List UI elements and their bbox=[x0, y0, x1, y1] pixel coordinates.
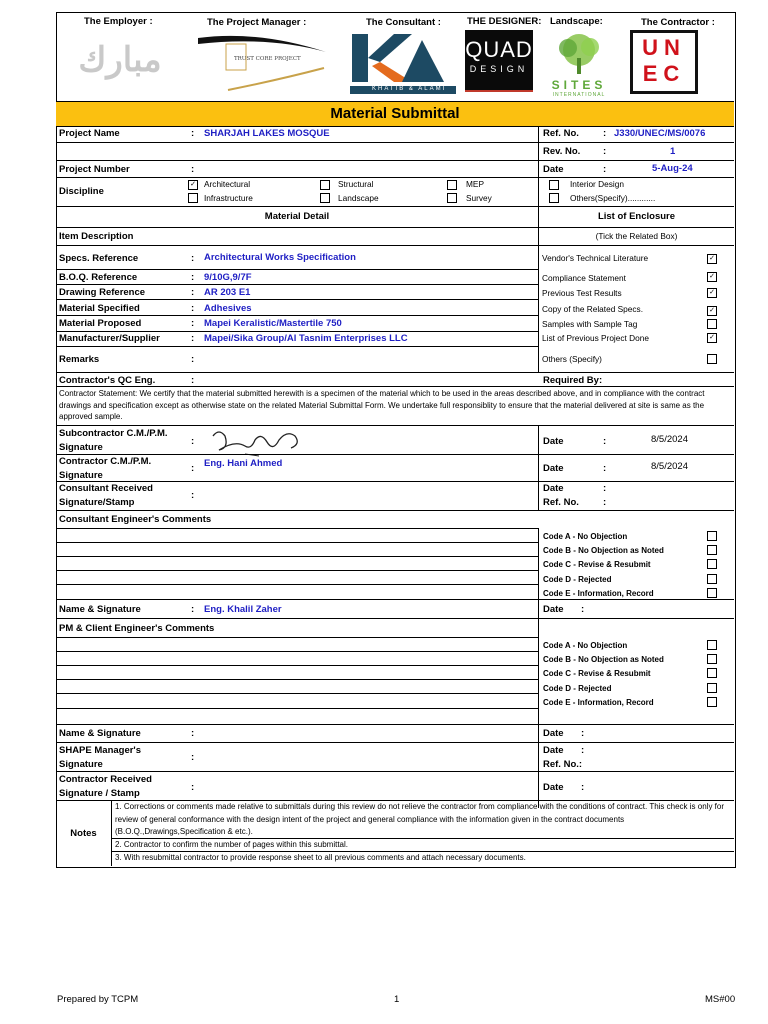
date-label: Date bbox=[543, 164, 564, 175]
colon: : bbox=[191, 490, 195, 501]
note-item: 1. Corrections or comments made relative to submittals during this review do not relieve the contractor from compliance with the conditions of contract. This check is only for review of general conformance with the design intent of the project and general compliance with the information given in the contract documents (B.O.Q.,Drawings,Specification & etc.). bbox=[115, 802, 725, 836]
colon: : bbox=[191, 354, 195, 365]
consultant-code-a: Code A - No Objection bbox=[543, 532, 628, 541]
colon: : bbox=[603, 146, 607, 157]
specified-value: Adhesives bbox=[204, 303, 252, 314]
designer-logo bbox=[465, 30, 533, 90]
footer-page-number: 1 bbox=[394, 994, 400, 1005]
contractor-label: The Contractor : bbox=[641, 17, 715, 28]
enclosure-item: List of Previous Project Done bbox=[542, 333, 649, 343]
colon: : bbox=[581, 728, 585, 739]
designer-logo-line1: QUAD bbox=[465, 37, 533, 62]
proposed-value: Mapei Keralistic/Mastertile 750 bbox=[204, 318, 342, 329]
footer-code: MS#00 bbox=[705, 994, 736, 1005]
con-date-label: Date bbox=[543, 463, 564, 474]
cons-ref-label: Ref. No. bbox=[543, 497, 579, 508]
consultant-code-checkbox[interactable] bbox=[707, 531, 717, 541]
enclosure-checkbox[interactable]: ✓ bbox=[707, 306, 717, 316]
contractor-logo-line1: UN bbox=[642, 35, 686, 60]
colon: : bbox=[603, 483, 607, 494]
colon: : bbox=[191, 164, 195, 175]
contractor-logo bbox=[630, 30, 698, 94]
sub-date-label: Date bbox=[543, 436, 564, 447]
note-item: 2. Contractor to confirm the number of pages within this submittal. bbox=[115, 840, 348, 849]
consultant-comments-heading: Consultant Engineer's Comments bbox=[59, 514, 212, 525]
ref-label: Ref. No. bbox=[543, 128, 579, 139]
colon: : bbox=[581, 604, 585, 615]
enclosure-checkbox[interactable]: ✓ bbox=[707, 254, 717, 264]
enclosure-item: Samples with Sample Tag bbox=[542, 319, 638, 329]
pm-code-checkbox[interactable] bbox=[707, 668, 717, 678]
consultant-code-d: Code D - Rejected bbox=[543, 575, 612, 584]
sub-date-value: 8/5/2024 bbox=[651, 434, 688, 445]
colon: : bbox=[191, 728, 195, 739]
designer-logo-line2: DESIGN bbox=[469, 64, 529, 74]
boq-label: B.O.Q. Reference bbox=[59, 272, 138, 283]
con-signature-label: Signature bbox=[59, 470, 103, 481]
colon: : bbox=[581, 782, 585, 793]
project-name-label: Project Name bbox=[59, 128, 120, 139]
others-discipline-checkbox[interactable] bbox=[549, 193, 559, 203]
ref-value: J330/UNEC/MS/0076 bbox=[614, 128, 706, 139]
enclosure-item: Vendor's Technical Literature bbox=[542, 253, 649, 263]
interior-design-checkbox[interactable] bbox=[549, 180, 559, 190]
designer-label: THE DESIGNER: bbox=[467, 16, 542, 27]
survey-label: Survey bbox=[466, 193, 492, 203]
designer-logo-underline bbox=[465, 90, 533, 92]
mep-label: MEP bbox=[466, 179, 484, 189]
required-by-label: Required By: bbox=[543, 375, 603, 386]
pm-code-checkbox[interactable] bbox=[707, 697, 717, 707]
landscape-discipline-label: Landscape bbox=[338, 193, 379, 203]
tick-hint: (Tick the Related Box) bbox=[595, 231, 678, 241]
pm-code-c: Code C - Revise & Resubmit bbox=[543, 669, 651, 678]
cons-date-label: Date bbox=[543, 483, 564, 494]
colon: : bbox=[191, 436, 195, 447]
shape-date-label: Date bbox=[543, 745, 564, 756]
date-value: 5-Aug-24 bbox=[652, 163, 693, 174]
pm-code-checkbox[interactable] bbox=[707, 683, 717, 693]
footer-prepared: Prepared by TCPM bbox=[57, 994, 139, 1005]
drawing-value: AR 203 E1 bbox=[204, 287, 251, 298]
colon: : bbox=[191, 303, 195, 314]
landscape-label: Landscape: bbox=[550, 16, 603, 27]
consultant-logo-mark bbox=[350, 32, 456, 94]
enclosure-checkbox[interactable]: ✓ bbox=[707, 272, 717, 282]
drawing-label: Drawing Reference bbox=[59, 287, 146, 298]
employer-label: The Employer : bbox=[84, 16, 153, 27]
others-discipline-label: Others(Specify)............ bbox=[570, 193, 656, 203]
pm-code-e: Code E - Information, Record bbox=[543, 698, 654, 707]
pm-logo bbox=[198, 30, 326, 94]
proposed-label: Material Proposed bbox=[59, 318, 142, 329]
consultant-name-value: Eng. Khalil Zaher bbox=[204, 604, 282, 615]
enclosure-item: Compliance Statement bbox=[542, 273, 626, 283]
infrastructure-checkbox[interactable] bbox=[188, 193, 198, 203]
page-title: Material Submittal bbox=[330, 105, 460, 122]
title-bar bbox=[56, 101, 734, 127]
sub-signature-label: Signature bbox=[59, 442, 103, 453]
pm-label: The Project Manager : bbox=[207, 17, 307, 28]
consultant-code-b: Code B - No Objection as Noted bbox=[543, 546, 664, 555]
enclosure-checkbox[interactable] bbox=[707, 354, 717, 364]
consultant-code-checkbox[interactable] bbox=[707, 559, 717, 569]
enclosure-checkbox[interactable]: ✓ bbox=[707, 333, 717, 343]
consultant-code-e: Code E - Information, Record bbox=[543, 589, 654, 598]
enclosure-item: Previous Test Results bbox=[542, 288, 622, 298]
boq-value: 9/10G,9/7F bbox=[204, 272, 252, 283]
recv-date-label: Date bbox=[543, 782, 564, 793]
interior-design-label: Interior Design bbox=[570, 179, 624, 189]
qc-label: Contractor's QC Eng. bbox=[59, 375, 156, 386]
colon: : bbox=[191, 604, 195, 615]
recv-label: Contractor Received bbox=[59, 774, 152, 785]
pm-logo-text: TRUST CORE PROJECT bbox=[234, 56, 301, 62]
consultant-code-checkbox[interactable] bbox=[707, 545, 717, 555]
project-number-label: Project Number bbox=[59, 164, 130, 175]
mep-checkbox[interactable] bbox=[447, 180, 457, 190]
enclosure-item: Others (Specify) bbox=[542, 354, 602, 364]
consultant-label: The Consultant : bbox=[366, 17, 441, 28]
notes-label: Notes bbox=[70, 828, 97, 839]
shape-ref-label: Ref. No.: bbox=[543, 759, 583, 770]
shape-manager-label: SHAPE Manager's bbox=[59, 745, 141, 756]
colon: : bbox=[191, 318, 195, 329]
survey-checkbox[interactable] bbox=[447, 193, 457, 203]
consultant-name-label: Name & Signature bbox=[59, 604, 141, 615]
enclosure-checkbox[interactable] bbox=[707, 319, 717, 329]
colon: : bbox=[191, 463, 195, 474]
landscape-checkbox[interactable] bbox=[320, 193, 330, 203]
enclosure-heading: List of Enclosure bbox=[597, 211, 676, 222]
material-detail-heading: Material Detail bbox=[264, 211, 330, 222]
colon: : bbox=[581, 745, 585, 756]
specs-label: Specs. Reference bbox=[59, 253, 139, 264]
colon: : bbox=[603, 436, 607, 447]
pm-code-checkbox[interactable] bbox=[707, 640, 717, 650]
contractor-statement: Contractor Statement: We certify that the material submitted herewith is a specimen of the material which to be used in the areas described above, and in compliance with the contract drawings and specification except as otherwise state on the related Material Submittal Form. We undertake full responsiblity to ensure that the material delivered at site is same as the approved sample. bbox=[59, 389, 705, 421]
recv-stamp-label: Signature / Stamp bbox=[59, 788, 140, 799]
consultant-logo bbox=[350, 32, 456, 94]
enclosure-item: Copy of the Related Specs. bbox=[542, 304, 644, 314]
structural-label: Structural bbox=[338, 179, 374, 189]
structural-checkbox[interactable] bbox=[320, 180, 330, 190]
pm-code-b: Code B - No Objection as Noted bbox=[543, 655, 664, 664]
project-name-value: SHARJAH LAKES MOSQUE bbox=[204, 128, 330, 139]
manufacturer-value: Mapei/Sika Group/Al Tasnim Enterprises LLC bbox=[204, 333, 408, 344]
colon: : bbox=[603, 164, 607, 175]
architectural-checkbox[interactable]: ✓ bbox=[188, 180, 198, 190]
con-date-value: 8/5/2024 bbox=[651, 461, 688, 472]
landscape-logo bbox=[544, 30, 614, 96]
colon: : bbox=[191, 752, 195, 763]
specified-label: Material Specified bbox=[59, 303, 140, 314]
consultant-code-checkbox[interactable] bbox=[707, 574, 717, 584]
infrastructure-label: Infrastructure bbox=[204, 193, 253, 203]
con-cm-label: Contractor C.M./P.M. bbox=[59, 456, 152, 467]
cons-stamp-label: Signature/Stamp bbox=[59, 497, 135, 508]
discipline-label: Discipline bbox=[59, 186, 104, 197]
pm-code-a: Code A - No Objection bbox=[543, 641, 628, 650]
colon: : bbox=[191, 287, 195, 298]
cons-received-label: Consultant Received bbox=[59, 483, 153, 494]
colon: : bbox=[191, 782, 195, 793]
consultant-code-checkbox[interactable] bbox=[707, 588, 717, 598]
colon: : bbox=[603, 463, 607, 474]
tree-icon bbox=[544, 30, 614, 74]
colon: : bbox=[191, 375, 195, 386]
sub-cm-label: Subcontractor C.M./P.M. bbox=[59, 428, 168, 439]
employer-logo-text: مبارك bbox=[78, 40, 162, 80]
colon: : bbox=[603, 497, 607, 508]
consultant-logo-text: KHATIB & ALAMI bbox=[372, 86, 447, 92]
colon: : bbox=[191, 272, 195, 283]
con-name: Eng. Hani Ahmed bbox=[204, 458, 283, 469]
item-description-label: Item Description bbox=[59, 231, 134, 242]
shape-signature-label: Signature bbox=[59, 759, 103, 770]
employer-logo bbox=[66, 30, 174, 90]
pm-code-d: Code D - Rejected bbox=[543, 684, 612, 693]
remarks-label: Remarks bbox=[59, 354, 100, 365]
pm-date-label: Date bbox=[543, 728, 564, 739]
consultant-code-c: Code C - Revise & Resubmit bbox=[543, 560, 651, 569]
consultant-date-label: Date bbox=[543, 604, 564, 615]
enclosure-checkbox[interactable]: ✓ bbox=[707, 288, 717, 298]
pm-comments-heading: PM & Client Engineer's Comments bbox=[59, 623, 215, 634]
colon: : bbox=[191, 128, 195, 139]
manufacturer-label: Manufacturer/Supplier bbox=[59, 333, 160, 344]
colon: : bbox=[191, 333, 195, 344]
specs-value: Architectural Works Specification bbox=[204, 252, 356, 263]
pm-logo-swoosh bbox=[198, 30, 326, 94]
pm-code-checkbox[interactable] bbox=[707, 654, 717, 664]
note-item: 3. With resubmittal contractor to provide response sheet to all previous comments and attach necessary documents. bbox=[115, 853, 526, 862]
form-frame bbox=[56, 12, 736, 868]
pm-name-label: Name & Signature bbox=[59, 728, 141, 739]
colon: : bbox=[191, 253, 195, 264]
rev-label: Rev. No. bbox=[543, 146, 581, 157]
colon: : bbox=[603, 128, 607, 139]
architectural-label: Architectural bbox=[204, 179, 251, 189]
landscape-logo-sub: INTERNATIONAL bbox=[552, 92, 606, 98]
contractor-logo-line2: EC bbox=[642, 61, 686, 86]
rev-value: 1 bbox=[670, 146, 676, 157]
landscape-logo-text: SITES bbox=[551, 78, 607, 92]
